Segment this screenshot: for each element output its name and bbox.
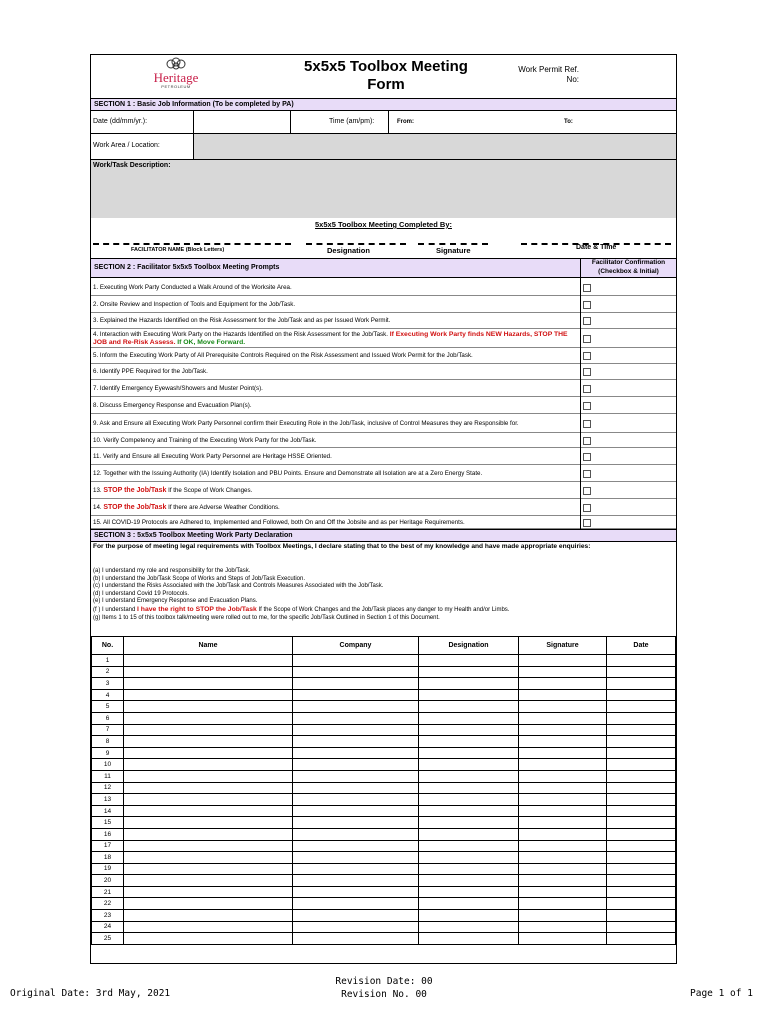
designation-cell[interactable] xyxy=(419,828,519,840)
declaration-list xyxy=(93,568,668,622)
date-cell[interactable] xyxy=(607,852,676,864)
company-cell[interactable] xyxy=(293,921,419,933)
col-company-header: Company xyxy=(293,637,419,655)
company-cell[interactable] xyxy=(293,747,419,759)
company-cell[interactable] xyxy=(293,712,419,724)
company-cell[interactable] xyxy=(293,805,419,817)
prompt-text: 7. Identify Emergency Eyewash/Showers and Muster Point(s). xyxy=(93,384,263,392)
table-row xyxy=(92,933,676,945)
date-cell[interactable] xyxy=(607,747,676,759)
row-number: 6 xyxy=(92,712,124,724)
date-cell[interactable] xyxy=(607,712,676,724)
to-label: To: xyxy=(564,119,573,125)
confirmation-checkbox[interactable] xyxy=(583,301,591,309)
row-number: 12 xyxy=(92,782,124,794)
heritage-logo xyxy=(141,57,211,97)
prompt-text: 8. Discuss Emergency Response and Evacuation Plan(s). xyxy=(93,401,252,409)
row-number: 15 xyxy=(92,817,124,829)
name-cell[interactable] xyxy=(124,655,293,667)
date-cell[interactable] xyxy=(607,794,676,806)
name-cell[interactable] xyxy=(124,678,293,690)
col-designation-header: Designation xyxy=(419,637,519,655)
table-row xyxy=(92,747,676,759)
prompt-row xyxy=(91,380,580,397)
confirmation-checkbox[interactable] xyxy=(583,352,591,360)
confirmation-checkbox[interactable] xyxy=(583,470,591,478)
date-cell[interactable] xyxy=(607,689,676,701)
signature-cell[interactable] xyxy=(519,770,607,782)
company-cell[interactable] xyxy=(293,840,419,852)
name-cell[interactable] xyxy=(124,875,293,887)
declaration-item xyxy=(93,606,668,615)
row-number: 21 xyxy=(92,886,124,898)
name-cell[interactable] xyxy=(124,852,293,864)
signature-cell[interactable] xyxy=(519,852,607,864)
row-number: 14 xyxy=(92,805,124,817)
prompt-text: 11. Verify and Ensure all Executing Work Party Personnel are Heritage HSSE Oriented. xyxy=(93,452,332,460)
signature-cell[interactable] xyxy=(519,921,607,933)
company-cell[interactable] xyxy=(293,875,419,887)
col-no-header: No. xyxy=(92,637,124,655)
date-field[interactable] xyxy=(193,111,291,133)
company-cell[interactable] xyxy=(293,736,419,748)
section2-heading: SECTION 2 : Facilitator 5x5x5 Toolbox Meeting Prompts xyxy=(94,264,280,271)
prompt-text: 10. Verify Competency and Training of the Executing Work Party for the Job/Task. xyxy=(93,436,317,444)
row-number: 23 xyxy=(92,910,124,922)
signature-cell[interactable] xyxy=(519,759,607,771)
designation-cell[interactable] xyxy=(419,886,519,898)
time-label: Time (am/pm): xyxy=(329,118,375,125)
signature-label: Signature xyxy=(436,246,471,255)
row-number: 7 xyxy=(92,724,124,736)
prompt-row xyxy=(91,329,580,348)
designation-label: Designation xyxy=(327,246,370,255)
prompt-row xyxy=(91,414,580,433)
company-cell[interactable] xyxy=(293,794,419,806)
col-date-header: Date xyxy=(607,637,676,655)
table-row xyxy=(92,840,676,852)
prompt-row xyxy=(91,364,580,380)
date-cell[interactable] xyxy=(607,666,676,678)
declaration-intro: For the purpose of meeting legal requirements with Toolbox Meetings, I declare stating that to the best of my knowledge and have made appropriate enquiries: xyxy=(93,543,591,550)
signature-cell[interactable] xyxy=(519,875,607,887)
row-number: 2 xyxy=(92,666,124,678)
prompt-row xyxy=(91,482,580,499)
signature-cell[interactable] xyxy=(519,863,607,875)
designation-cell[interactable] xyxy=(419,933,519,945)
company-cell[interactable] xyxy=(293,770,419,782)
prompt-text: 3. Explained the Hazards Identified on the Risk Assessment for the Job/Task and as per Issued Work Permit. xyxy=(93,317,391,325)
name-cell[interactable] xyxy=(124,794,293,806)
confirmation-column-divider xyxy=(580,278,581,529)
date-cell[interactable] xyxy=(607,655,676,667)
designation-cell[interactable] xyxy=(419,678,519,690)
table-row xyxy=(92,736,676,748)
time-range-field[interactable] xyxy=(388,111,676,133)
signature-cell[interactable] xyxy=(519,898,607,910)
designation-cell[interactable] xyxy=(419,852,519,864)
declaration-item-text: If the Scope of Work Changes and the Job/Task places any danger to my Health and/or Limbs. xyxy=(258,606,510,613)
prompt-warning-text: If Executing Work Party finds NEW Hazards, STOP THE JOB and Re-Risk Assess. xyxy=(93,331,568,346)
date-cell[interactable] xyxy=(607,840,676,852)
prompt-row xyxy=(91,348,580,364)
declaration-item-text: (e) I understand Emergency Response and Evacuation Plans. xyxy=(93,598,258,605)
form-title-line2: Form xyxy=(367,76,405,93)
name-cell[interactable] xyxy=(124,840,293,852)
declaration-item-prefix: (f ) I understand xyxy=(93,606,136,613)
table-row xyxy=(92,875,676,887)
name-cell[interactable] xyxy=(124,921,293,933)
signature-cell[interactable] xyxy=(519,910,607,922)
attendance-header-row xyxy=(92,637,676,655)
signature-cell[interactable] xyxy=(519,817,607,829)
designation-cell[interactable] xyxy=(419,724,519,736)
confirmation-checkbox[interactable] xyxy=(583,437,591,445)
facilitator-confirmation-header xyxy=(580,258,676,278)
table-row xyxy=(92,886,676,898)
revision-date: Revision Date: 00 xyxy=(335,976,433,987)
declaration-item-text: (b) I understand the Job/Task Scope of Works and Steps of Job/Task Execution. xyxy=(93,575,306,582)
designation-cell[interactable] xyxy=(419,863,519,875)
table-row xyxy=(92,655,676,667)
company-cell[interactable] xyxy=(293,933,419,945)
designation-cell[interactable] xyxy=(419,805,519,817)
section3-heading: SECTION 3 : 5x5x5 Toolbox Meeting Work Party Declaration xyxy=(91,529,676,542)
prompt-text: 5. Inform the Executing Work Party of All Prerequisite Controls Required on the Risk Assessment and Issued Work Permit for the Job/Task. xyxy=(93,352,473,360)
company-cell[interactable] xyxy=(293,910,419,922)
work-permit-ref-field[interactable] xyxy=(581,59,675,95)
name-cell[interactable] xyxy=(124,910,293,922)
prompt-row xyxy=(91,313,580,329)
declaration-item-text: (c) I understand the Risks Associated with the Job/Task and Controls Measures Associated with the Job/Task. xyxy=(93,583,384,590)
table-row xyxy=(92,689,676,701)
facilitator-name-label: FACILITATOR NAME (Block Letters) xyxy=(131,247,225,253)
company-cell[interactable] xyxy=(293,701,419,713)
row-number: 9 xyxy=(92,747,124,759)
prompt-text: 12. Together with the Issuing Authority (IA) Identify Isolation and PBU Points. Ensure and Demonstrate all Isolation are at a Zero Energy State. xyxy=(93,469,483,477)
attendance-table xyxy=(91,636,676,945)
name-cell[interactable] xyxy=(124,863,293,875)
col-name-header: Name xyxy=(124,637,293,655)
row-number: 8 xyxy=(92,736,124,748)
signature-cell[interactable] xyxy=(519,805,607,817)
prompt-row xyxy=(91,296,580,313)
confirmation-checkbox[interactable] xyxy=(583,420,591,428)
name-cell[interactable] xyxy=(124,701,293,713)
logo-name: Heritage xyxy=(153,70,199,85)
signature-cell[interactable] xyxy=(519,689,607,701)
work-area-field[interactable] xyxy=(193,134,676,160)
date-cell[interactable] xyxy=(607,759,676,771)
declaration-item-text: (d) I understand Covid 19 Protocols. xyxy=(93,590,190,597)
table-row xyxy=(92,828,676,840)
row-number: 20 xyxy=(92,875,124,887)
table-row xyxy=(92,770,676,782)
designation-cell[interactable] xyxy=(419,689,519,701)
declaration-item xyxy=(93,615,668,623)
signature-cell[interactable] xyxy=(519,886,607,898)
date-cell[interactable] xyxy=(607,898,676,910)
table-row xyxy=(92,805,676,817)
designation-cell[interactable] xyxy=(419,782,519,794)
designation-cell[interactable] xyxy=(419,747,519,759)
facilitator-name-line[interactable] xyxy=(93,243,291,245)
row-number: 19 xyxy=(92,863,124,875)
work-area-label: Work Area / Location: xyxy=(93,142,160,149)
prompt-stop-text: STOP the Job/Task xyxy=(103,503,167,511)
declaration-item xyxy=(93,598,668,606)
confirmation-checkbox[interactable] xyxy=(583,385,591,393)
toolbox-meeting-form xyxy=(90,54,677,964)
designation-cell[interactable] xyxy=(419,794,519,806)
col-signature-header: Signature xyxy=(519,637,607,655)
company-cell[interactable] xyxy=(293,689,419,701)
designation-cell[interactable] xyxy=(419,770,519,782)
signature-cell[interactable] xyxy=(519,666,607,678)
company-cell[interactable] xyxy=(293,863,419,875)
date-label: Date (dd/mm/yr.): xyxy=(93,118,148,125)
from-label: From: xyxy=(397,119,414,125)
signature-cell[interactable] xyxy=(519,724,607,736)
prompt-row xyxy=(91,448,580,465)
name-cell[interactable] xyxy=(124,759,293,771)
name-cell[interactable] xyxy=(124,666,293,678)
confirmation-checkbox[interactable] xyxy=(583,487,591,495)
confirmation-checkbox[interactable] xyxy=(583,402,591,410)
company-cell[interactable] xyxy=(293,666,419,678)
prompt-text: If the Scope of Work Changes. xyxy=(168,486,253,494)
declaration-item xyxy=(93,591,668,599)
declaration-item-text: (g) Items 1 to 15 of this toolbox talk/meeting were rolled out to me, for the specific Job/Task Outlined in Section 1 of this Document. xyxy=(93,614,440,621)
designation-cell[interactable] xyxy=(419,898,519,910)
logo-subtitle: PETROLEUM xyxy=(161,84,191,89)
prompt-row xyxy=(91,465,580,482)
company-cell[interactable] xyxy=(293,817,419,829)
declaration-item xyxy=(93,583,668,591)
date-cell[interactable] xyxy=(607,817,676,829)
date-time-label: Date & Time xyxy=(576,244,617,251)
date-cell[interactable] xyxy=(607,724,676,736)
date-cell[interactable] xyxy=(607,736,676,748)
confirmation-checkbox[interactable] xyxy=(583,504,591,512)
prompt-text: If there are Adverse Weather Conditions. xyxy=(168,503,280,511)
company-cell[interactable] xyxy=(293,898,419,910)
designation-line[interactable] xyxy=(306,243,406,245)
row-number: 25 xyxy=(92,933,124,945)
date-cell[interactable] xyxy=(607,933,676,945)
designation-cell[interactable] xyxy=(419,759,519,771)
name-cell[interactable] xyxy=(124,782,293,794)
row-number: 18 xyxy=(92,852,124,864)
designation-cell[interactable] xyxy=(419,655,519,667)
confirmation-checkbox[interactable] xyxy=(583,519,591,527)
facilitator-confirmation-line2: (Checkbox & Initial) xyxy=(598,267,659,275)
prompt-row xyxy=(91,499,580,516)
prompt-number: 14. xyxy=(93,503,102,511)
prompt-row xyxy=(91,279,580,296)
name-cell[interactable] xyxy=(124,747,293,759)
table-row xyxy=(92,712,676,724)
row-number: 4 xyxy=(92,689,124,701)
prompt-text: 4. Interaction with Executing Work Party on the Hazards Identified on the Risk Assessment for the Job/Task. xyxy=(93,331,388,338)
prompt-text: 1. Executing Work Party Conducted a Walk Around of the Worksite Area. xyxy=(93,283,292,291)
prompt-ok-text: If OK, Move Forward. xyxy=(177,338,246,346)
name-cell[interactable] xyxy=(124,886,293,898)
signature-line[interactable] xyxy=(418,243,488,245)
date-cell[interactable] xyxy=(607,910,676,922)
work-permit-label-line1: Work Permit Ref. xyxy=(518,65,579,74)
signature-cell[interactable] xyxy=(519,747,607,759)
name-cell[interactable] xyxy=(124,712,293,724)
name-cell[interactable] xyxy=(124,828,293,840)
company-cell[interactable] xyxy=(293,782,419,794)
page-number: Page 1 of 1 xyxy=(690,988,753,999)
work-description-field[interactable] xyxy=(91,160,676,218)
table-row xyxy=(92,921,676,933)
designation-cell[interactable] xyxy=(419,921,519,933)
row-number: 13 xyxy=(92,794,124,806)
prompt-text: 9. Ask and Ensure all Executing Work Party Personnel confirm their Executing Role in the Job/Task, inclusive of Control Measures they are Responsible for. xyxy=(93,419,519,427)
signature-cell[interactable] xyxy=(519,736,607,748)
signature-cell[interactable] xyxy=(519,794,607,806)
table-row xyxy=(92,863,676,875)
logo-emblem-icon xyxy=(165,57,187,71)
prompt-row xyxy=(91,433,580,448)
confirmation-checkbox[interactable] xyxy=(583,368,591,376)
table-row xyxy=(92,724,676,736)
prompt-text: 2. Onsite Review and Inspection of Tools and Equipment for the Job/Task. xyxy=(93,300,296,308)
confirmation-checkbox[interactable] xyxy=(583,317,591,325)
designation-cell[interactable] xyxy=(419,736,519,748)
declaration-stop-right: I have the right to STOP the Job/Task xyxy=(137,605,257,613)
date-cell[interactable] xyxy=(607,701,676,713)
name-cell[interactable] xyxy=(124,933,293,945)
table-row xyxy=(92,852,676,864)
prompt-text: 15. All COVID-19 Protocols are Adhered to, Implemented and Followed, both On and Off the Jobsite and as per Heritage Requirements. xyxy=(93,518,465,526)
declaration-item xyxy=(93,576,668,584)
date-cell[interactable] xyxy=(607,678,676,690)
signature-cell[interactable] xyxy=(519,678,607,690)
prompt-text: 6. Identify PPE Required for the Job/Task. xyxy=(93,368,208,376)
date-cell[interactable] xyxy=(607,875,676,887)
table-row xyxy=(92,701,676,713)
form-title-line1: 5x5x5 Toolbox Meeting xyxy=(304,58,468,75)
date-cell[interactable] xyxy=(607,828,676,840)
row-number: 5 xyxy=(92,701,124,713)
table-row xyxy=(92,910,676,922)
row-number: 1 xyxy=(92,655,124,667)
table-row xyxy=(92,817,676,829)
row-number: 22 xyxy=(92,898,124,910)
section1-heading: SECTION 1 : Basic Job Information (To be completed by PA) xyxy=(91,98,676,111)
company-cell[interactable] xyxy=(293,852,419,864)
designation-cell[interactable] xyxy=(419,910,519,922)
designation-cell[interactable] xyxy=(419,817,519,829)
name-cell[interactable] xyxy=(124,736,293,748)
company-cell[interactable] xyxy=(293,724,419,736)
completed-by-heading: 5x5x5 Toolbox Meeting Completed By: xyxy=(315,220,452,229)
table-row xyxy=(92,666,676,678)
name-cell[interactable] xyxy=(124,817,293,829)
table-row xyxy=(92,678,676,690)
confirmation-checkbox[interactable] xyxy=(583,335,591,343)
row-number: 10 xyxy=(92,759,124,771)
table-row xyxy=(92,898,676,910)
facilitator-confirmation-line1: Facilitator Confirmation xyxy=(591,259,666,266)
designation-cell[interactable] xyxy=(419,712,519,724)
company-cell[interactable] xyxy=(293,828,419,840)
signature-cell[interactable] xyxy=(519,655,607,667)
table-row xyxy=(92,759,676,771)
row-number: 11 xyxy=(92,770,124,782)
confirmation-checkbox[interactable] xyxy=(583,284,591,292)
name-cell[interactable] xyxy=(124,770,293,782)
prompt-stop-text: STOP the Job/Task xyxy=(103,486,167,494)
declaration-item xyxy=(93,568,668,576)
form-title xyxy=(281,58,491,94)
row-number: 17 xyxy=(92,840,124,852)
declaration-item-text: (a) I understand my role and responsibility for the Job/Task. xyxy=(93,568,251,574)
name-cell[interactable] xyxy=(124,805,293,817)
date-cell[interactable] xyxy=(607,782,676,794)
confirmation-checkbox[interactable] xyxy=(583,453,591,461)
revision-number: Revision No. 00 xyxy=(341,989,427,1000)
company-cell[interactable] xyxy=(293,886,419,898)
company-cell[interactable] xyxy=(293,678,419,690)
name-cell[interactable] xyxy=(124,898,293,910)
signature-cell[interactable] xyxy=(519,782,607,794)
name-cell[interactable] xyxy=(124,689,293,701)
row-number: 3 xyxy=(92,678,124,690)
designation-cell[interactable] xyxy=(419,666,519,678)
signature-cell[interactable] xyxy=(519,840,607,852)
signature-cell[interactable] xyxy=(519,828,607,840)
original-date: Original Date: 3rd May, 2021 xyxy=(10,988,171,999)
work-description-label: Work/Task Description: xyxy=(93,162,171,169)
date-cell[interactable] xyxy=(607,921,676,933)
designation-cell[interactable] xyxy=(419,840,519,852)
date-cell[interactable] xyxy=(607,770,676,782)
designation-cell[interactable] xyxy=(419,875,519,887)
name-cell[interactable] xyxy=(124,724,293,736)
date-cell[interactable] xyxy=(607,863,676,875)
company-cell[interactable] xyxy=(293,759,419,771)
company-cell[interactable] xyxy=(293,655,419,667)
designation-cell[interactable] xyxy=(419,701,519,713)
date-cell[interactable] xyxy=(607,886,676,898)
work-permit-label-line2: No: xyxy=(566,75,579,84)
table-row xyxy=(92,782,676,794)
prompt-number: 13. xyxy=(93,486,102,494)
signature-cell[interactable] xyxy=(519,712,607,724)
signature-cell[interactable] xyxy=(519,701,607,713)
signature-cell[interactable] xyxy=(519,933,607,945)
row-number: 16 xyxy=(92,828,124,840)
date-cell[interactable] xyxy=(607,805,676,817)
table-row xyxy=(92,794,676,806)
row-number: 24 xyxy=(92,921,124,933)
work-permit-label xyxy=(499,65,579,85)
prompt-row xyxy=(91,397,580,414)
